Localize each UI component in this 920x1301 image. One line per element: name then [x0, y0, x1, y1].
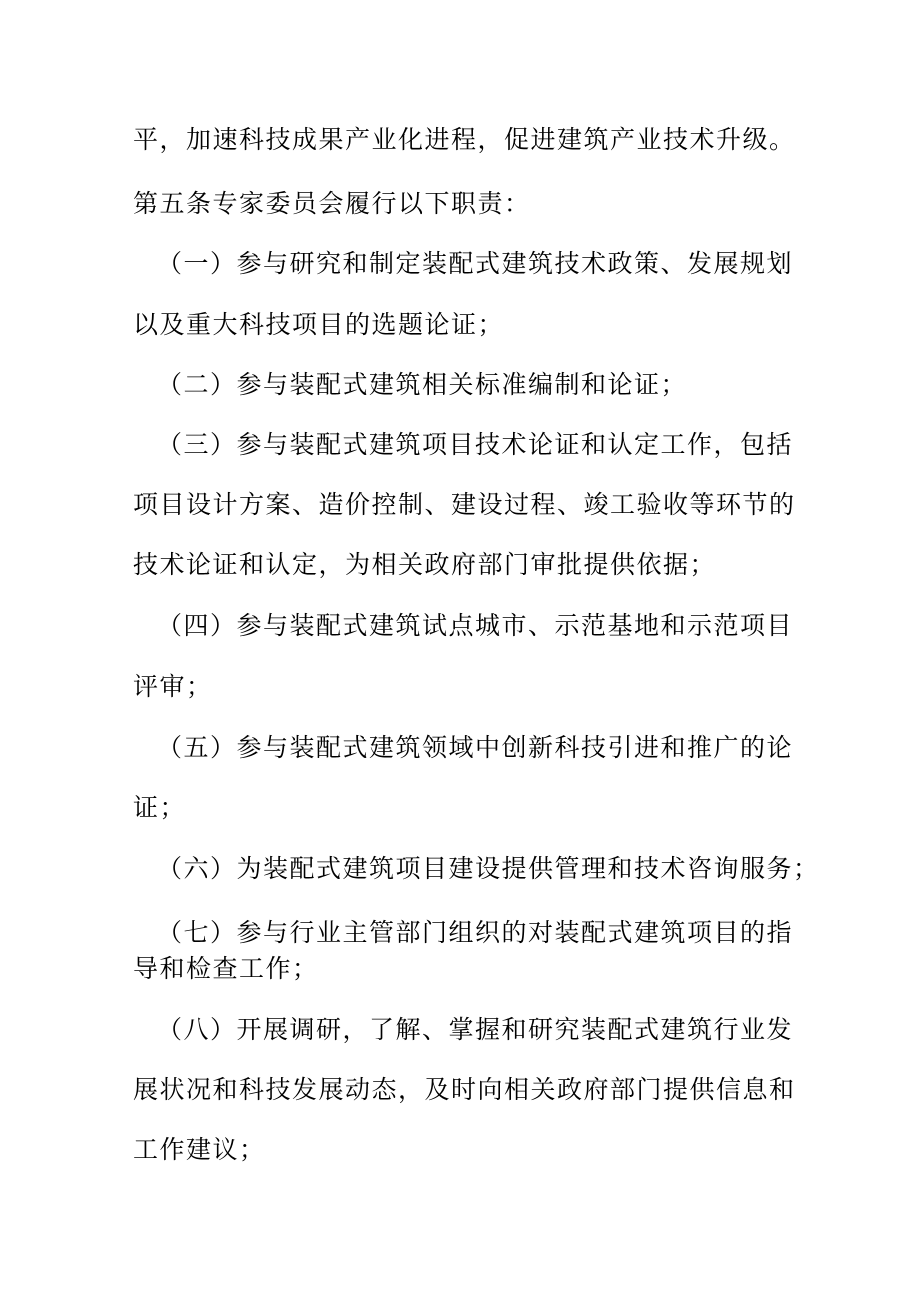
- text-line-6: （三）参与装配式建筑项目技术论证和认定工作，包括: [157, 430, 794, 459]
- text-line-18: 工作建议；: [133, 1135, 266, 1164]
- text-line-5: （二）参与装配式建筑相关标准编制和论证；: [157, 370, 688, 399]
- text-line-14: （七）参与行业主管部门组织的对装配式建筑项目的指: [157, 918, 794, 947]
- text-line-13: （六）为装配式建筑项目建设提供管理和技术咨询服务；: [157, 854, 820, 883]
- text-line-7: 项目设计方案、造价控制、建设过程、竣工验收等环节的: [133, 490, 796, 519]
- text-line-16: （八）开展调研，了解、掌握和研究装配式建筑行业发: [157, 1015, 794, 1044]
- text-line-4: 以及重大科技项目的选题论证；: [133, 310, 505, 339]
- text-line-8: 技术论证和认定，为相关政府部门审批提供依据；: [133, 550, 717, 579]
- text-line-3: （一）参与研究和制定装配式建筑技术政策、发展规划: [157, 249, 794, 278]
- text-line-2: 第五条专家委员会履行以下职责：: [133, 189, 531, 218]
- text-line-9: （四）参与装配式建筑试点城市、示范基地和示范项目: [157, 611, 794, 640]
- text-line-1: 平，加速科技成果产业化进程，促进建筑产业技术升级。: [133, 125, 796, 154]
- text-line-11: （五）参与装配式建筑领域中创新科技引进和推广的论: [157, 733, 794, 762]
- text-line-15: 导和检查工作；: [133, 954, 319, 983]
- text-line-10: 评审；: [133, 672, 213, 701]
- text-line-12: 证；: [133, 793, 187, 822]
- text-line-17: 展状况和科技发展动态，及时向相关政府部门提供信息和: [133, 1075, 796, 1104]
